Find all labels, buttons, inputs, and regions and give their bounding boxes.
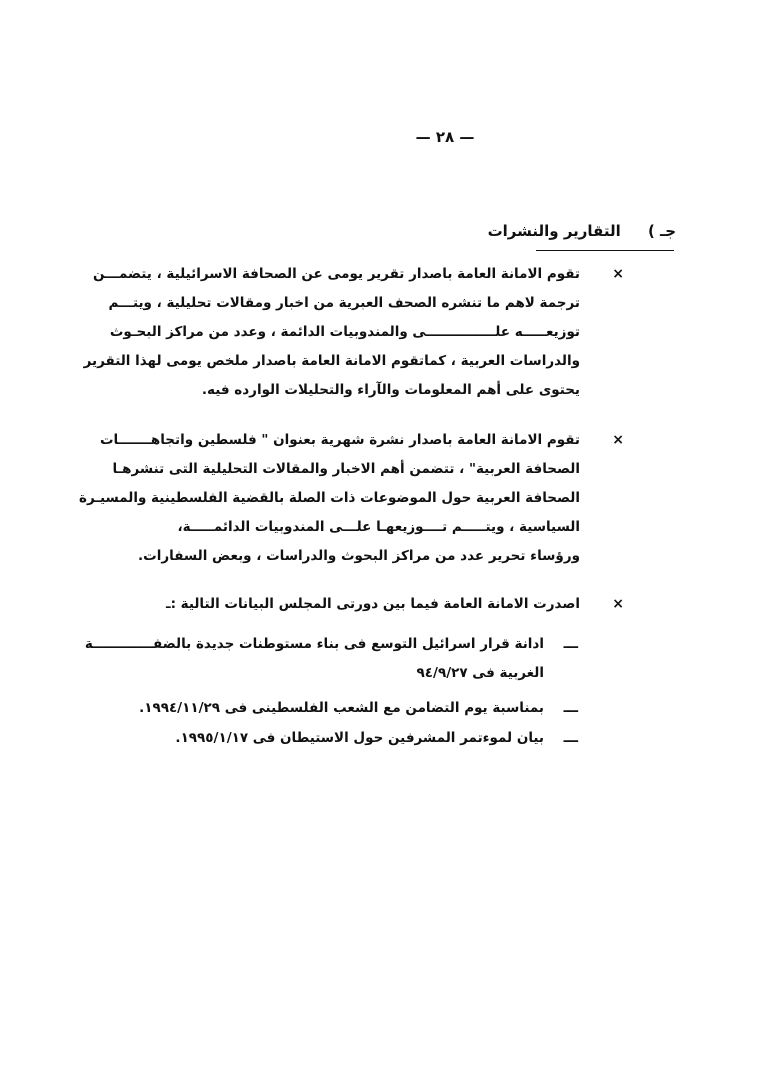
paragraph-line: السياسية ، ويتـــــم تــــوزيعهـا علـــى المندوبيات الدائمـــــة، [177, 519, 580, 535]
statement-text [139, 694, 544, 723]
paragraph-line: الصحافة العربية" ، تتضمن أهم الاخبار والمقالات التحليلية التى تنشرهـا [112, 461, 580, 477]
paragraph-line: الصحافة العربية حول الموضوعات ذات الصلة بالقضية الفلسطينية والمسيـرة [78, 490, 580, 506]
heading-underline [536, 250, 674, 251]
paragraph [83, 260, 580, 405]
bullet-mark: × [612, 266, 624, 282]
paragraph [78, 426, 580, 571]
dash-mark: ـــ [563, 700, 578, 716]
statement-text [144, 724, 544, 753]
bullet-mark: × [612, 596, 624, 612]
statement-text [84, 630, 544, 688]
section-marker: جـ ) [647, 222, 676, 240]
paragraph-line: توزيعـــــه علـــــــــــــــى والمندوبيات الدائمة ، وعدد من مراكز البحـوث [109, 324, 580, 340]
paragraph-line: يحتوى على أهم المعلومات والآراء والتحليلات الوارده فيه. [201, 382, 580, 398]
paragraph-line: تقوم الامانة العامة باصدار نشرة شهرية بعنوان " فلسطين واتجاهـــــــات [99, 432, 580, 448]
paragraph-line: ورؤساء تحرير عدد من مراكز البحوث والدراسات ، وبعض السفارات. [138, 548, 580, 564]
section-title: التقارير والنشرات [487, 222, 621, 240]
paragraph-line: تقوم الامانة العامة باصدار تقرير يومى عن الصحافة الاسرائيلية ، يتضمـــن [92, 266, 580, 282]
paragraph-line: اصدرت الامانة العامة فيما بين دورتى المجلس البيانات التالية :ـ [165, 596, 580, 612]
page-number: — ٢٨ — [415, 128, 475, 146]
dash-mark: ـــ [563, 636, 578, 652]
paragraph [128, 590, 580, 619]
statement-line: الغربية فى ٩٤/٩/٢٧ [416, 665, 544, 681]
bullet-mark: × [612, 432, 624, 448]
paragraph-line: والدراسات العربية ، كماتقوم الامانة العامة باصدار ملخص يومى لهذا التقرير [83, 353, 580, 369]
statement-line: ادانة قرار اسرائيل التوسع فى بناء مستوطنات جديدة بالضفـــــــــــــة [84, 636, 544, 652]
dash-mark: ـــ [563, 730, 578, 746]
statement-line: بمناسبة يوم التضامن مع الشعب الفلسطينى فى ١٩٩٤/١١/٢٩. [139, 700, 544, 716]
paragraph-line: ترجمة لاهم ما تنشره الصحف العبرية من اخبار ومقالات تحليلية ، ويتـــم [108, 295, 580, 311]
section-heading [488, 222, 676, 240]
statement-line: بيان لموءتمر المشرفين حول الاستيطان فى ١٩٩٥/١/١٧. [175, 730, 544, 746]
